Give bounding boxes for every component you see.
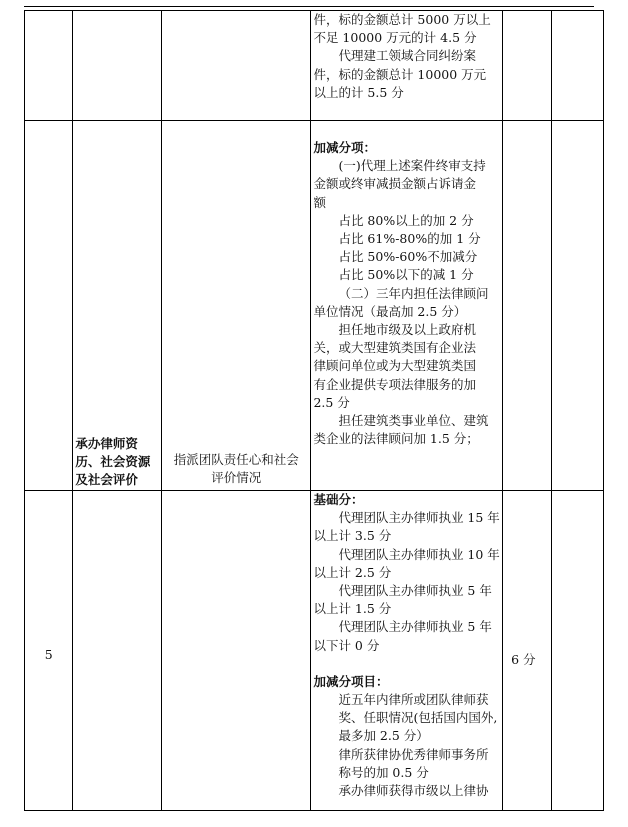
remark-cell xyxy=(551,491,604,811)
category-line: 历、社会资源 xyxy=(75,454,151,469)
text-line: 代理团队主办律师执业 10 年 xyxy=(338,546,500,562)
adjustment-heading: 加减分项目： xyxy=(313,673,389,689)
text-line: 有企业提供专项法律服务的加 xyxy=(313,376,476,392)
text-line: 代理团队主办律师执业 5 年 xyxy=(338,583,492,599)
seq-number: 5 xyxy=(44,647,53,662)
category-cell xyxy=(73,436,162,811)
scoring-table xyxy=(24,10,604,811)
seq-cell xyxy=(25,491,73,811)
text-line: 不足 10000 万元的计 4.5 分 xyxy=(313,30,477,46)
rule-cell-top xyxy=(311,11,503,121)
header-rule xyxy=(24,6,594,7)
text-line: 以下计 0 分 xyxy=(313,637,380,653)
text-line: 以上计 1.5 分 xyxy=(313,601,392,617)
rule-lines xyxy=(313,157,501,448)
remark-cell xyxy=(551,121,604,491)
criterion-cell xyxy=(162,121,311,491)
rule-cell-bottom xyxy=(311,491,503,811)
text-line: 代理团队主办律师执业 5 年 xyxy=(338,619,492,635)
text-line: 律所获律协优秀律师事务所 xyxy=(338,746,489,762)
text-line: 2.5 分 xyxy=(313,394,350,410)
text-line: (一)代理上述案件终审支持 xyxy=(338,158,486,174)
text-line: 代理团队主办律师执业 15 年 xyxy=(338,510,500,526)
text-line: 以上的计 5.5 分 xyxy=(313,84,404,100)
text-line: 占比 50%-60%不加减分 xyxy=(338,249,478,265)
base-heading: 基础分： xyxy=(313,492,364,507)
rule-lines xyxy=(313,11,501,102)
text-line: 代理建工领域合同纠纷案 xyxy=(338,48,476,64)
score-cell xyxy=(503,121,551,491)
criterion-cell xyxy=(162,451,311,811)
text-line: 类企业的法律顾问加 1.5 分； xyxy=(313,431,479,447)
base-lines xyxy=(313,509,501,655)
text-line: 以上计 2.5 分 xyxy=(313,564,392,580)
adjustment-heading: 加减分项： xyxy=(313,140,376,155)
text-line: 近五年内律所或团队律师获 xyxy=(338,692,489,708)
category-line: 承办律师资 xyxy=(75,436,138,451)
text-line: 担任地市级及以上政府机 xyxy=(338,322,476,338)
text-line: 单位情况（最高加 2.5 分） xyxy=(313,303,467,319)
text-line: 最多加 2.5 分） xyxy=(338,728,429,744)
text-line: 占比 61%-80%的加 1 分 xyxy=(338,231,481,247)
text-line: 以上计 3.5 分 xyxy=(313,528,392,544)
seq-cell xyxy=(25,121,73,491)
text-line: 占比 80%以上的加 2 分 xyxy=(338,212,474,228)
remark-cell xyxy=(551,11,604,121)
text-line: 件，标的金额总计 5000 万以上 xyxy=(313,12,491,27)
text-line: 奖、任职情况(包括国内国外, xyxy=(338,710,498,726)
text-line: 律顾问单位或为大型建筑类国 xyxy=(313,358,476,374)
table-row xyxy=(25,491,604,811)
table-row xyxy=(25,11,604,121)
category-cell xyxy=(73,11,162,121)
text-line: 关，或大型建筑类国有企业法 xyxy=(313,340,476,356)
text-line: 担任建筑类事业单位、建筑 xyxy=(338,413,489,429)
score-cell xyxy=(503,491,551,811)
criterion-cell xyxy=(162,11,311,121)
score-value: 6 分 xyxy=(511,652,536,667)
category-label xyxy=(75,435,150,489)
text-line: （二）三年内担任法律顾问 xyxy=(338,285,489,301)
criterion-line: 评价情况 xyxy=(211,469,262,485)
seq-cell xyxy=(25,11,73,121)
text-line: 件，标的金额总计 10000 万元 xyxy=(313,66,487,82)
criterion-line: 指派团队责任心和社会 xyxy=(173,451,299,467)
category-line: 及社会评价 xyxy=(75,472,138,487)
text-line: 占比 50%以下的减 1 分 xyxy=(338,267,474,283)
text-line: 额 xyxy=(313,194,326,210)
rule-cell-middle xyxy=(311,121,503,491)
text-line: 金额或终审减损金额占诉请金 xyxy=(313,176,476,192)
criterion-label xyxy=(164,451,308,487)
text-line: 称号的加 0.5 分 xyxy=(338,764,429,780)
text-line: 承办律师获得市级以上律协 xyxy=(338,783,489,799)
score-cell xyxy=(503,11,551,121)
adjustment-lines xyxy=(313,691,501,800)
